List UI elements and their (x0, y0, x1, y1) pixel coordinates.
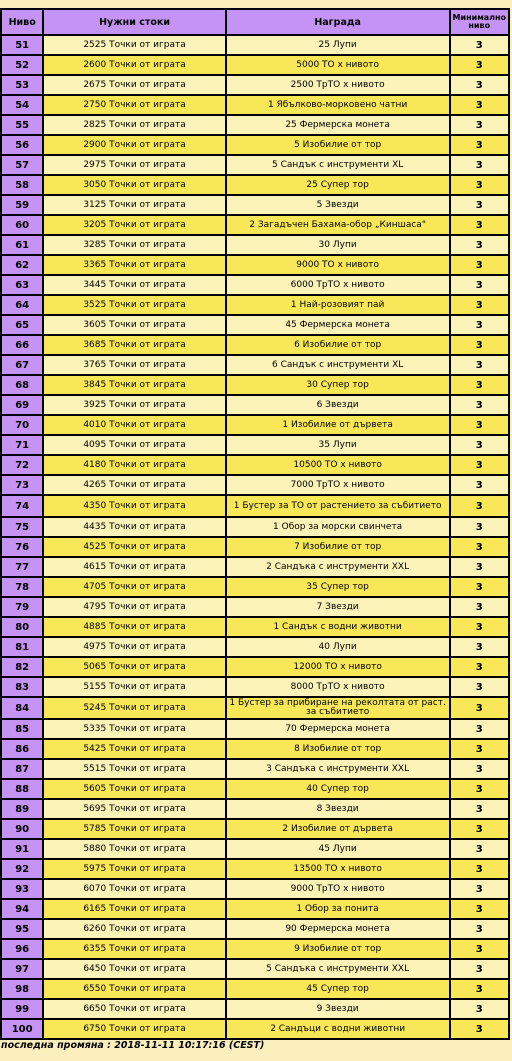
level-cell: 84 (1, 697, 43, 719)
table-row (1, 215, 509, 235)
reward-cell: 2500 ТрТО х нивото (226, 75, 450, 95)
level-cell: 77 (1, 557, 43, 577)
table-header-row (1, 9, 509, 35)
level-cell: 61 (1, 235, 43, 255)
table-row (1, 415, 509, 435)
table-row (1, 739, 509, 759)
reward-cell: 30 Лупи (226, 235, 450, 255)
minimum-level-cell: 3 (450, 657, 510, 677)
minimum-level-cell: 3 (450, 335, 510, 355)
level-cell: 55 (1, 115, 43, 135)
level-cell: 97 (1, 959, 43, 979)
reward-cell: 1 Бустер за ТО от растението за събитието (226, 495, 450, 517)
table-row (1, 475, 509, 495)
reward-cell: 7000 ТрТО х нивото (226, 475, 450, 495)
level-cell: 68 (1, 375, 43, 395)
required-goods-cell: 5975 Точки от играта (43, 859, 225, 879)
minimum-level-cell: 3 (450, 375, 510, 395)
minimum-level-cell: 3 (450, 495, 510, 517)
required-goods-cell: 6355 Точки от играта (43, 939, 225, 959)
table-row (1, 759, 509, 779)
reward-cell: 8000 ТрТО х нивото (226, 677, 450, 697)
header-minimum-level: Минимално ниво (450, 9, 510, 35)
required-goods-cell: 5065 Точки от играта (43, 657, 225, 677)
reward-cell: 9000 ТО х нивото (226, 255, 450, 275)
reward-cell: 1 Обор за понита (226, 899, 450, 919)
table-row (1, 697, 509, 719)
minimum-level-cell: 3 (450, 979, 510, 999)
table-row (1, 819, 509, 839)
reward-cell: 8 Звезди (226, 799, 450, 819)
required-goods-cell: 6070 Точки от играта (43, 879, 225, 899)
required-goods-cell: 5425 Точки от играта (43, 739, 225, 759)
minimum-level-cell: 3 (450, 35, 510, 55)
reward-cell: 1 Бустер за прибиране на реколтата от раст. за събитието (226, 697, 450, 719)
level-cell: 60 (1, 215, 43, 235)
minimum-level-cell: 3 (450, 557, 510, 577)
reward-cell: 6000 ТрТО х нивото (226, 275, 450, 295)
minimum-level-cell: 3 (450, 939, 510, 959)
reward-cell: 10500 ТО х нивото (226, 455, 450, 475)
minimum-level-cell: 3 (450, 537, 510, 557)
required-goods-cell: 5695 Точки от играта (43, 799, 225, 819)
minimum-level-cell: 3 (450, 195, 510, 215)
table-row (1, 879, 509, 899)
minimum-level-cell: 3 (450, 899, 510, 919)
reward-cell: 1 Ябълково-морковено чатни (226, 95, 450, 115)
required-goods-cell: 4010 Точки от играта (43, 415, 225, 435)
required-goods-cell: 2525 Точки от играта (43, 35, 225, 55)
minimum-level-cell: 3 (450, 395, 510, 415)
minimum-level-cell: 3 (450, 719, 510, 739)
required-goods-cell: 5335 Точки от играта (43, 719, 225, 739)
level-cell: 79 (1, 597, 43, 617)
minimum-level-cell: 3 (450, 115, 510, 135)
level-cell: 91 (1, 839, 43, 859)
level-cell: 69 (1, 395, 43, 415)
required-goods-cell: 2900 Точки от играта (43, 135, 225, 155)
reward-cell: 5 Сандък с инструменти XL (226, 155, 450, 175)
reward-cell: 1 Най-розовият пай (226, 295, 450, 315)
required-goods-cell: 3605 Точки от играта (43, 315, 225, 335)
required-goods-cell: 4265 Точки от играта (43, 475, 225, 495)
required-goods-cell: 5245 Точки от играта (43, 697, 225, 719)
table-row (1, 155, 509, 175)
rewards-table (0, 8, 510, 1040)
reward-cell: 45 Лупи (226, 839, 450, 859)
required-goods-cell: 5155 Точки от играта (43, 677, 225, 697)
reward-cell: 45 Фермерска монета (226, 315, 450, 335)
level-cell: 53 (1, 75, 43, 95)
reward-cell: 6 Звезди (226, 395, 450, 415)
level-cell: 82 (1, 657, 43, 677)
required-goods-cell: 2600 Точки от играта (43, 55, 225, 75)
level-cell: 87 (1, 759, 43, 779)
required-goods-cell: 4885 Точки от играта (43, 617, 225, 637)
reward-cell: 1 Изобилие от дървета (226, 415, 450, 435)
minimum-level-cell: 3 (450, 597, 510, 617)
level-cell: 86 (1, 739, 43, 759)
level-cell: 65 (1, 315, 43, 335)
table-row (1, 939, 509, 959)
required-goods-cell: 2825 Точки от играта (43, 115, 225, 135)
minimum-level-cell: 3 (450, 677, 510, 697)
level-cell: 52 (1, 55, 43, 75)
reward-cell: 6 Сандък с инструменти XL (226, 355, 450, 375)
minimum-level-cell: 3 (450, 879, 510, 899)
table-row (1, 617, 509, 637)
reward-cell: 25 Супер тор (226, 175, 450, 195)
level-cell: 72 (1, 455, 43, 475)
required-goods-cell: 2675 Точки от играта (43, 75, 225, 95)
required-goods-cell: 4795 Точки от играта (43, 597, 225, 617)
level-cell: 93 (1, 879, 43, 899)
required-goods-cell: 6650 Точки от играта (43, 999, 225, 1019)
table-row (1, 1019, 509, 1039)
reward-cell: 5 Сандъка с инструменти XXL (226, 959, 450, 979)
table-row (1, 495, 509, 517)
table-row (1, 839, 509, 859)
reward-cell: 7 Изобилие от тор (226, 537, 450, 557)
level-cell: 90 (1, 819, 43, 839)
reward-cell: 1 Обор за морски свинчета (226, 517, 450, 537)
reward-cell: 5 Изобилие от тор (226, 135, 450, 155)
table-row (1, 455, 509, 475)
level-cell: 57 (1, 155, 43, 175)
level-cell: 89 (1, 799, 43, 819)
required-goods-cell: 6165 Точки от играта (43, 899, 225, 919)
last-modified-label: последна промяна : (1, 1040, 111, 1051)
required-goods-cell: 4615 Точки от играта (43, 557, 225, 577)
level-cell: 94 (1, 899, 43, 919)
required-goods-cell: 3685 Точки от играта (43, 335, 225, 355)
required-goods-cell: 3925 Точки от играта (43, 395, 225, 415)
minimum-level-cell: 3 (450, 819, 510, 839)
level-cell: 58 (1, 175, 43, 195)
table-row (1, 115, 509, 135)
minimum-level-cell: 3 (450, 435, 510, 455)
required-goods-cell: 3365 Точки от играта (43, 255, 225, 275)
minimum-level-cell: 3 (450, 455, 510, 475)
required-goods-cell: 6260 Точки от играта (43, 919, 225, 939)
required-goods-cell: 4180 Точки от играта (43, 455, 225, 475)
table-row (1, 95, 509, 115)
reward-cell: 45 Супер тор (226, 979, 450, 999)
reward-cell: 9 Изобилие от тор (226, 939, 450, 959)
minimum-level-cell: 3 (450, 859, 510, 879)
table-row (1, 435, 509, 455)
header-required-goods: Нужни стоки (43, 9, 225, 35)
reward-cell: 2 Загадъчен Бахама-обор „Киншаса" (226, 215, 450, 235)
required-goods-cell: 4095 Точки от играта (43, 435, 225, 455)
required-goods-cell: 4975 Точки от играта (43, 637, 225, 657)
required-goods-cell: 5515 Точки от играта (43, 759, 225, 779)
table-row (1, 719, 509, 739)
table-row (1, 517, 509, 537)
required-goods-cell: 6750 Точки от играта (43, 1019, 225, 1039)
table-row (1, 375, 509, 395)
level-cell: 85 (1, 719, 43, 739)
table-row (1, 175, 509, 195)
reward-cell: 90 Фермерска монета (226, 919, 450, 939)
minimum-level-cell: 3 (450, 1019, 510, 1039)
required-goods-cell: 6550 Точки от играта (43, 979, 225, 999)
table-row (1, 255, 509, 275)
reward-cell: 25 Фермерска монета (226, 115, 450, 135)
table-row (1, 55, 509, 75)
level-cell: 51 (1, 35, 43, 55)
table-row (1, 919, 509, 939)
table-row (1, 135, 509, 155)
table-row (1, 577, 509, 597)
required-goods-cell: 4705 Точки от играта (43, 577, 225, 597)
last-modified-footer (1, 1040, 264, 1051)
minimum-level-cell: 3 (450, 255, 510, 275)
minimum-level-cell: 3 (450, 475, 510, 495)
required-goods-cell: 3445 Точки от играта (43, 275, 225, 295)
required-goods-cell: 5880 Точки от играта (43, 839, 225, 859)
minimum-level-cell: 3 (450, 517, 510, 537)
required-goods-cell: 3050 Точки от играта (43, 175, 225, 195)
level-cell: 88 (1, 779, 43, 799)
level-cell: 59 (1, 195, 43, 215)
minimum-level-cell: 3 (450, 355, 510, 375)
last-modified-timestamp: 2018-11-11 10:17:16 (CEST) (114, 1040, 265, 1051)
table-row (1, 395, 509, 415)
table-row (1, 335, 509, 355)
minimum-level-cell: 3 (450, 95, 510, 115)
level-cell: 67 (1, 355, 43, 375)
required-goods-cell: 5605 Точки от играта (43, 779, 225, 799)
reward-cell: 6 Изобилие от тор (226, 335, 450, 355)
reward-cell: 5 Звезди (226, 195, 450, 215)
required-goods-cell: 3525 Точки от играта (43, 295, 225, 315)
minimum-level-cell: 3 (450, 739, 510, 759)
level-cell: 56 (1, 135, 43, 155)
reward-cell: 2 Сандъка с инструменти XXL (226, 557, 450, 577)
table-row (1, 899, 509, 919)
reward-cell: 70 Фермерска монета (226, 719, 450, 739)
table-row (1, 959, 509, 979)
minimum-level-cell: 3 (450, 697, 510, 719)
level-cell: 95 (1, 919, 43, 939)
minimum-level-cell: 3 (450, 759, 510, 779)
minimum-level-cell: 3 (450, 919, 510, 939)
level-cell: 74 (1, 495, 43, 517)
table-row (1, 195, 509, 215)
table-row (1, 355, 509, 375)
minimum-level-cell: 3 (450, 617, 510, 637)
minimum-level-cell: 3 (450, 275, 510, 295)
table-row (1, 315, 509, 335)
level-cell: 64 (1, 295, 43, 315)
reward-cell: 2 Сандъци с водни животни (226, 1019, 450, 1039)
table-row (1, 557, 509, 577)
level-cell: 71 (1, 435, 43, 455)
level-cell: 98 (1, 979, 43, 999)
table-row (1, 235, 509, 255)
level-cell: 62 (1, 255, 43, 275)
minimum-level-cell: 3 (450, 75, 510, 95)
level-cell: 100 (1, 1019, 43, 1039)
level-cell: 76 (1, 537, 43, 557)
minimum-level-cell: 3 (450, 799, 510, 819)
reward-cell: 9000 ТрТО х нивото (226, 879, 450, 899)
reward-cell: 30 Супер тор (226, 375, 450, 395)
header-reward: Награда (226, 9, 450, 35)
level-cell: 66 (1, 335, 43, 355)
minimum-level-cell: 3 (450, 155, 510, 175)
reward-cell: 5000 ТО х нивото (226, 55, 450, 75)
required-goods-cell: 5785 Точки от играта (43, 819, 225, 839)
level-cell: 78 (1, 577, 43, 597)
minimum-level-cell: 3 (450, 295, 510, 315)
reward-cell: 40 Супер тор (226, 779, 450, 799)
reward-cell: 8 Изобилие от тор (226, 739, 450, 759)
reward-cell: 12000 ТО х нивото (226, 657, 450, 677)
level-cell: 83 (1, 677, 43, 697)
level-cell: 75 (1, 517, 43, 537)
table-row (1, 597, 509, 617)
reward-cell: 1 Сандък с водни животни (226, 617, 450, 637)
required-goods-cell: 3125 Точки от играта (43, 195, 225, 215)
required-goods-cell: 2975 Точки от играта (43, 155, 225, 175)
level-cell: 99 (1, 999, 43, 1019)
table-row (1, 859, 509, 879)
minimum-level-cell: 3 (450, 779, 510, 799)
required-goods-cell: 3205 Точки от играта (43, 215, 225, 235)
required-goods-cell: 3845 Точки от играта (43, 375, 225, 395)
table-row (1, 295, 509, 315)
minimum-level-cell: 3 (450, 637, 510, 657)
level-cell: 73 (1, 475, 43, 495)
reward-cell: 7 Звезди (226, 597, 450, 617)
minimum-level-cell: 3 (450, 215, 510, 235)
table-row (1, 979, 509, 999)
minimum-level-cell: 3 (450, 235, 510, 255)
level-cell: 54 (1, 95, 43, 115)
table-row (1, 275, 509, 295)
level-cell: 80 (1, 617, 43, 637)
minimum-level-cell: 3 (450, 839, 510, 859)
required-goods-cell: 2750 Точки от играта (43, 95, 225, 115)
reward-cell: 35 Лупи (226, 435, 450, 455)
minimum-level-cell: 3 (450, 959, 510, 979)
table-row (1, 677, 509, 697)
level-cell: 81 (1, 637, 43, 657)
minimum-level-cell: 3 (450, 175, 510, 195)
minimum-level-cell: 3 (450, 135, 510, 155)
reward-cell: 40 Лупи (226, 637, 450, 657)
table-row (1, 637, 509, 657)
table-row (1, 657, 509, 677)
minimum-level-cell: 3 (450, 55, 510, 75)
level-cell: 92 (1, 859, 43, 879)
reward-cell: 3 Сандъка с инструменти XXL (226, 759, 450, 779)
level-cell: 96 (1, 939, 43, 959)
reward-cell: 35 Супер тор (226, 577, 450, 597)
reward-cell: 25 Лупи (226, 35, 450, 55)
required-goods-cell: 3765 Точки от играта (43, 355, 225, 375)
minimum-level-cell: 3 (450, 415, 510, 435)
table-row (1, 537, 509, 557)
header-level: Ниво (1, 9, 43, 35)
table-row (1, 999, 509, 1019)
required-goods-cell: 4435 Точки от играта (43, 517, 225, 537)
required-goods-cell: 6450 Точки от играта (43, 959, 225, 979)
required-goods-cell: 3285 Точки от играта (43, 235, 225, 255)
level-cell: 70 (1, 415, 43, 435)
reward-cell: 2 Изобилие от дървета (226, 819, 450, 839)
table-row (1, 75, 509, 95)
required-goods-cell: 4525 Точки от играта (43, 537, 225, 557)
table-row (1, 35, 509, 55)
table-row (1, 799, 509, 819)
table-row (1, 779, 509, 799)
required-goods-cell: 4350 Точки от играта (43, 495, 225, 517)
reward-cell: 9 Звезди (226, 999, 450, 1019)
minimum-level-cell: 3 (450, 315, 510, 335)
reward-cell: 13500 ТО х нивото (226, 859, 450, 879)
minimum-level-cell: 3 (450, 577, 510, 597)
level-cell: 63 (1, 275, 43, 295)
minimum-level-cell: 3 (450, 999, 510, 1019)
